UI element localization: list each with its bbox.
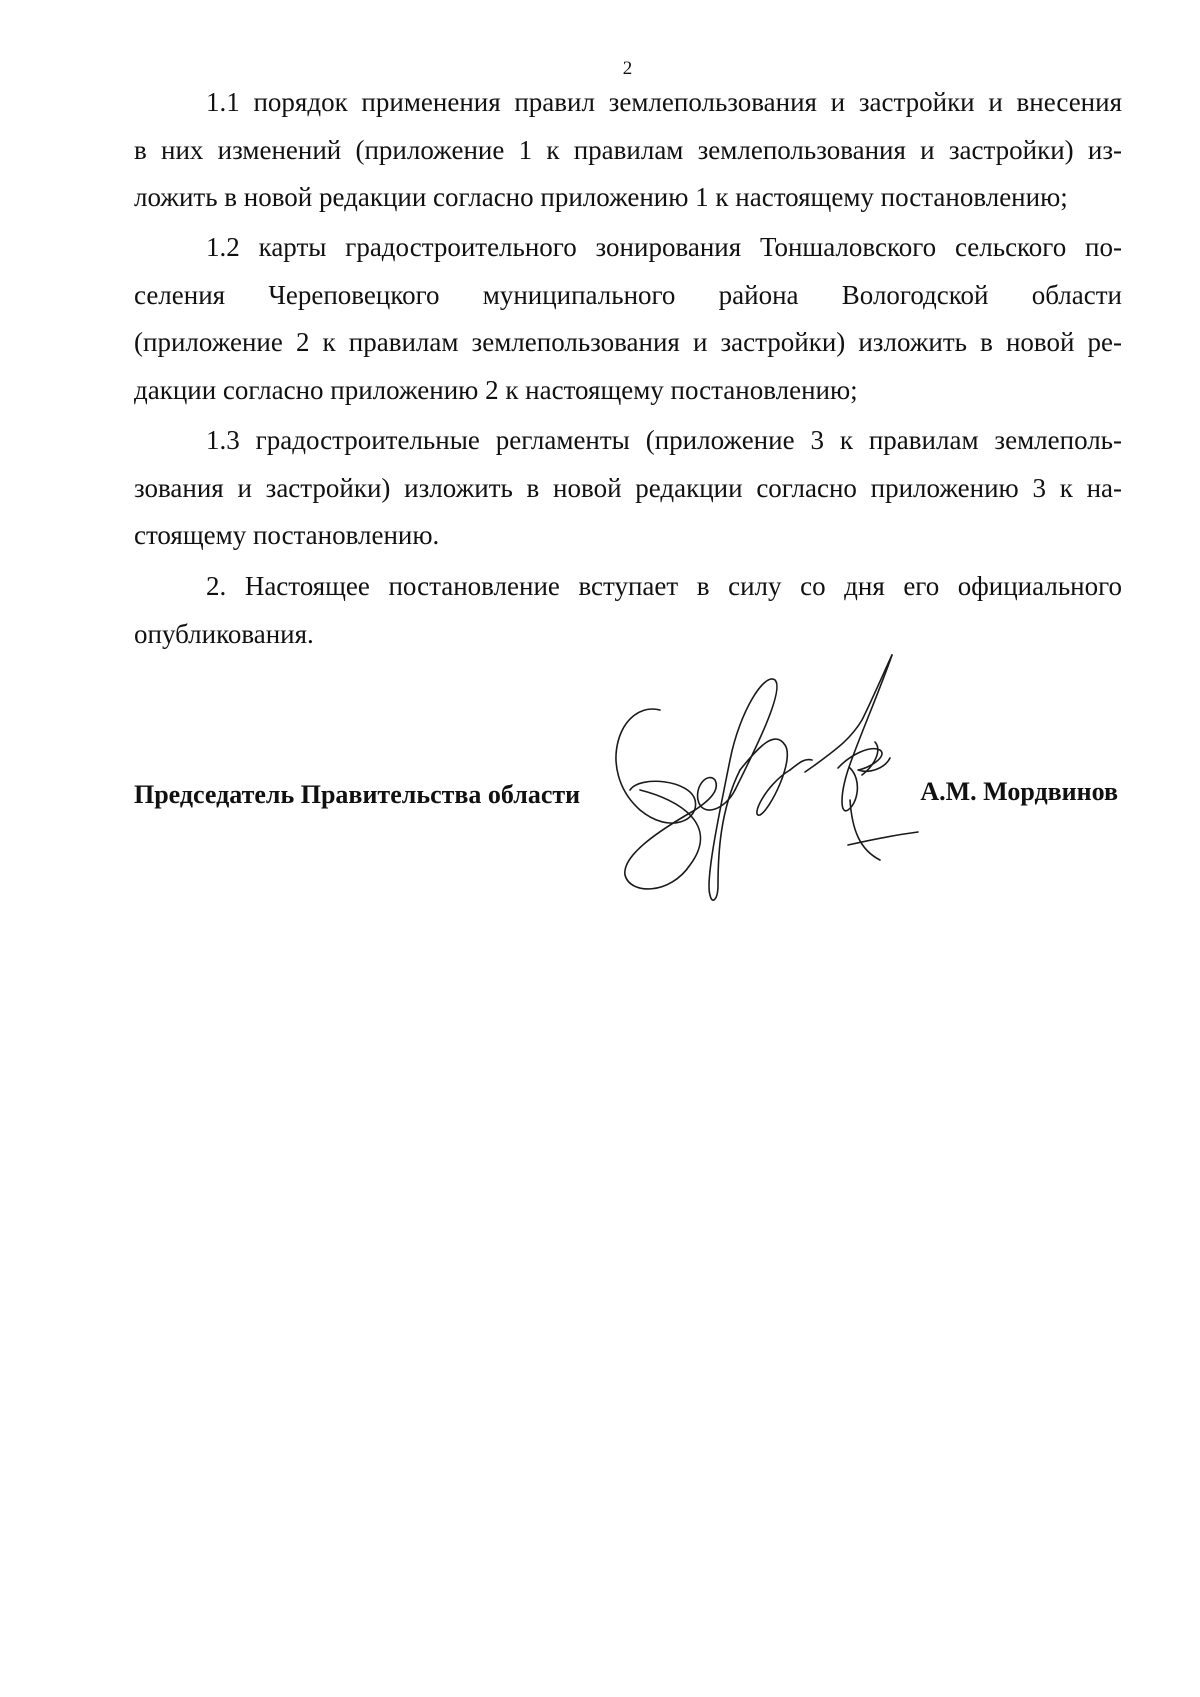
signer-position: Председатель Правительства области — [134, 780, 581, 809]
paragraph-line: дакции согласно приложению 2 к настоящему постановлению; — [134, 374, 858, 405]
paragraph-line: 1.2 карты градостроительного зонирования Тоншаловского сельского по- — [206, 232, 1122, 262]
paragraph-2 — [134, 563, 1122, 658]
paragraph-1-1 — [134, 79, 1122, 222]
handwritten-signature — [600, 650, 930, 950]
paragraph-line: зования и застройки) изложить в новой редакции согласно приложению 3 к на- — [134, 472, 1122, 503]
page-number: 2 — [622, 58, 633, 79]
paragraph-line: опубликования. — [134, 618, 314, 649]
paragraph-1-2 — [134, 224, 1122, 414]
paragraph-line: 1.1 порядок применения правил землепользования и застройки и внесения — [206, 87, 1122, 117]
signer-name: А.М. Мордвинов — [920, 777, 1118, 806]
paragraph-line: селения Череповецкого муниципального района Вологодской области — [134, 279, 1122, 310]
paragraph-line: ложить в новой редакции согласно приложению 1 к настоящему постановлению; — [134, 182, 1068, 212]
paragraph-line: стоящему постановлению. — [134, 520, 440, 550]
paragraph-1-3 — [134, 417, 1122, 560]
paragraph-line: 1.3 градостроительные регламенты (приложение 3 к правилам землеполь- — [206, 425, 1122, 455]
paragraph-line: в них изменений (приложение 1 к правилам землепользования и застройки) из- — [134, 134, 1122, 165]
paragraph-line: 2. Настоящее постановление вступает в силу со дня его официального — [206, 571, 1122, 601]
paragraph-line: (приложение 2 к правилам землепользования и застройки) изложить в новой ре- — [134, 327, 1122, 357]
